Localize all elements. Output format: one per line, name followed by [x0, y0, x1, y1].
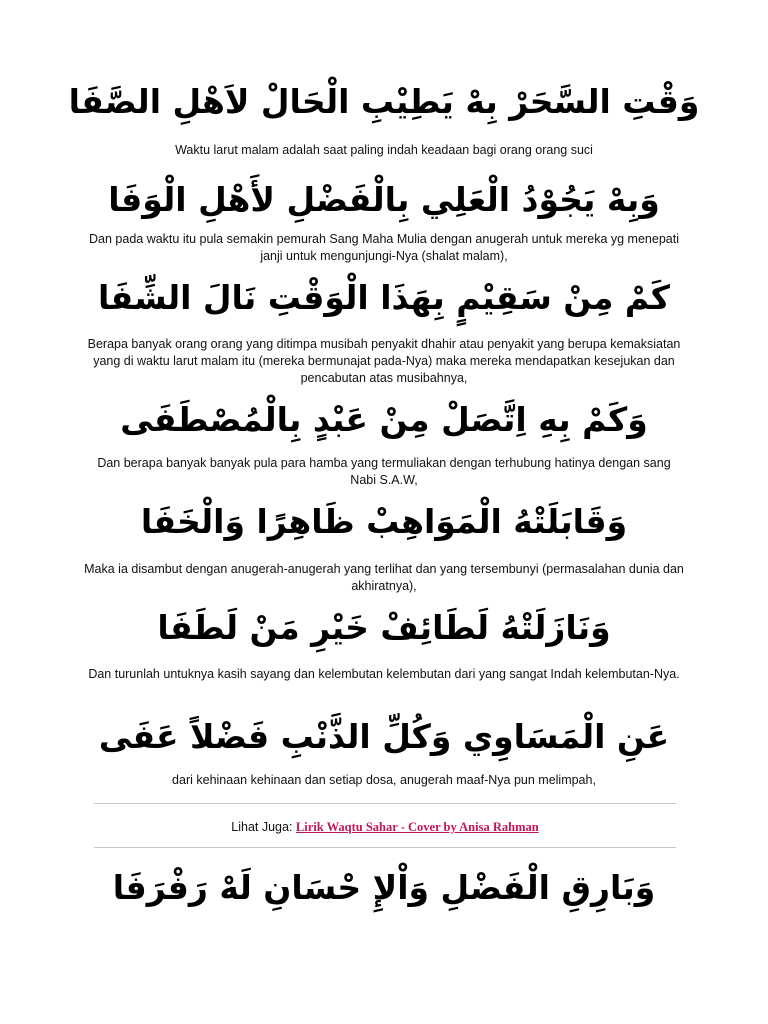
related-link[interactable]: Lirik Waqtu Sahar - Cover by Anisa Rahman — [295, 820, 539, 834]
arabic-verse-3: كَمْ مِنْ سَقِيْمٍ بِهَذَا الْوَقْتِ نَالَ الشِّفَا — [97, 278, 670, 317]
translation-verse-3: Berapa banyak orang orang yang ditimpa musibah penyakit dhahir atau penyakit yang berupa kemaksiatan yang di waktu larut malam itu (mereka bermunajat pada-Nya) maka mereka mendapatkan kesejukan dan pencabutan atas musibahnya, — [87, 337, 681, 385]
divider-top — [94, 803, 676, 804]
arabic-verse-6: وَنَازَلَتْهُ لَطَائِفْ خَيْرِ مَنْ لَطَفَا — [157, 608, 611, 647]
translation-verse-7: dari kehinaan kehinaan dan setiap dosa, anugerah maaf-Nya pun melimpah, — [172, 773, 596, 787]
divider-bottom — [94, 847, 676, 848]
arabic-verse-5: وَقَابَلَتْهُ الْمَوَاهِبْ ظَاهِرًا وَالْخَفَا — [140, 502, 628, 541]
related-link-block — [94, 818, 676, 836]
translation-verse-4: Dan berapa banyak banyak pula para hamba yang termuliakan dengan terhubung hatinya dengan sang Nabi S.A.W, — [97, 456, 671, 487]
arabic-verse-1: وَقْتِ السَّحَرْ بِهْ يَطِيْبِ الْحَالْ لاَهْلِ الصَّفَا — [68, 82, 700, 121]
translation-verse-1: Waktu larut malam adalah saat paling indah keadaan bagi orang orang suci — [175, 143, 593, 157]
arabic-verse-2: وَبِهْ يَجُوْدُ الْعَلِي بِالْفَضْلِ لأَهْلِ الْوَفَا — [108, 180, 660, 219]
translation-verse-5: Maka ia disambut dengan anugerah-anugerah yang terlihat dan yang tersembunyi (permasalahan dunia dan akhiratnya), — [84, 562, 684, 593]
arabic-verse-4: وَكَمْ بِهِ اِتَّصَلْ مِنْ عَبْدٍ بِالْمُصْطَفَى — [120, 400, 648, 439]
translation-verse-2: Dan pada waktu itu pula semakin pemurah Sang Maha Mulia dengan anugerah untuk mereka yg menepati janji untuk mengunjungi-Nya (shalat malam), — [89, 232, 679, 263]
translation-verse-6: Dan turunlah untuknya kasih sayang dan kelembutan kelembutan dari yang sangat Indah kelembutan-Nya. — [88, 667, 680, 681]
arabic-verse-7: عَنِ الْمَسَاوِي وَكُلِّ الذَّنْبِ فَضْلاً عَفَى — [98, 717, 670, 756]
arabic-verse-8: وَبَارِقِ الْفَضْلِ وَاْلإِ حْسَانِ لَهْ رَفْرَفَا — [112, 868, 656, 907]
related-label: Lihat Juga: — [231, 820, 296, 834]
